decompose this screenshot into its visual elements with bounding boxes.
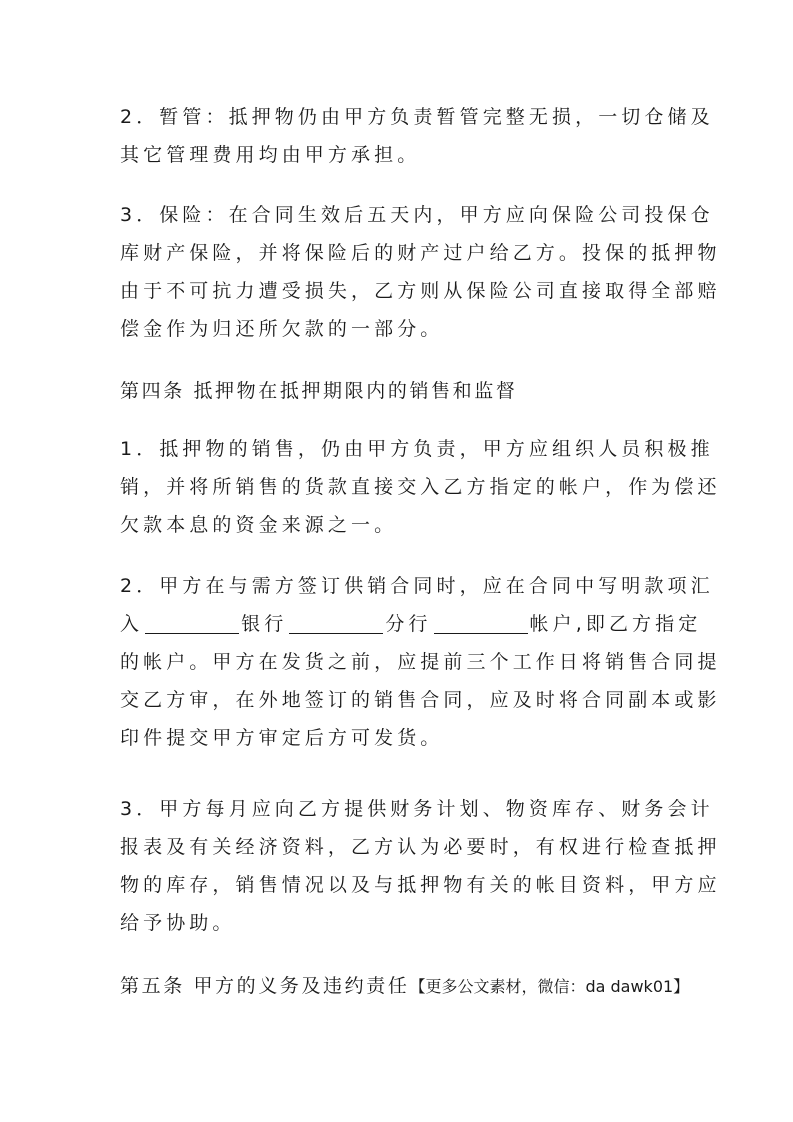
text-line: 印件提交甲方审定后方可发货。 (120, 727, 444, 749)
heading-text: 第五条 甲方的义务及违约责任 (120, 975, 410, 997)
article-4-item-3 (120, 790, 721, 942)
text-line: 库财产保险，并将保险后的财产过户给乙方。投保的抵押物 (120, 242, 721, 264)
heading-line (120, 967, 695, 1005)
text-line: 物的库存，销售情况以及与抵押物有关的帐目资料，甲方应 (120, 874, 721, 896)
text-line: 其它管理费用均由甲方承担。 (120, 144, 421, 166)
text-line: 3．保险：在合同生效后五天内，甲方应向保险公司投保仓 (120, 204, 714, 226)
text-line: 交乙方审，在外地签订的销售合同，应及时将合同副本或影 (120, 689, 721, 711)
text-line: 2．暂管：抵押物仍由甲方负责暂管完整无损，一切仓储及 (120, 106, 714, 128)
text-segment: 银行 (241, 613, 288, 635)
article-4-heading (120, 372, 680, 410)
paragraph-storage (120, 98, 714, 174)
blank-field-account[interactable] (434, 611, 528, 634)
text-line: 报表及有关经济资料，乙方认为必要时，有权进行检查抵押 (120, 836, 721, 858)
text-segment: 帐户,即乙方指定 (529, 613, 702, 635)
text-line: 1．抵押物的销售，仍由甲方负责，甲方应组织人员积极推 (120, 438, 714, 460)
paragraph-insurance (120, 196, 721, 348)
fill-in-line (120, 605, 702, 643)
text-line: 偿金作为归还所欠款的一部分。 (120, 318, 444, 340)
text-line: 销，并将所销售的货款直接交入乙方指定的帐户，作为偿还 (120, 476, 721, 498)
text-line: 给予协助。 (120, 912, 236, 934)
text-line: 2．甲方在与需方签订供销合同时，应在合同中写明款项汇 (120, 575, 714, 597)
heading-text: 第四条 抵押物在抵押期限内的销售和监督 (120, 380, 518, 402)
text-line: 3．甲方每月应向乙方提供财务计划、物资库存、财务会计 (120, 798, 714, 820)
text-line: 的帐户。甲方在发货之前，应提前三个工作日将销售合同提 (120, 651, 721, 673)
article-5-heading (120, 967, 695, 1005)
text-line: 欠款本息的资金来源之一。 (120, 514, 398, 536)
text-segment: 分行 (385, 613, 432, 635)
promo-note: 【更多公文素材，微信：da dawk01】 (409, 977, 690, 996)
article-4-item-2 (120, 567, 721, 757)
blank-field-bank[interactable] (145, 611, 239, 634)
blank-field-branch[interactable] (289, 611, 383, 634)
article-4-item-1 (120, 430, 721, 544)
text-segment: 入 (120, 613, 144, 635)
text-line: 由于不可抗力遭受损失，乙方则从保险公司直接取得全部赔 (120, 280, 721, 302)
